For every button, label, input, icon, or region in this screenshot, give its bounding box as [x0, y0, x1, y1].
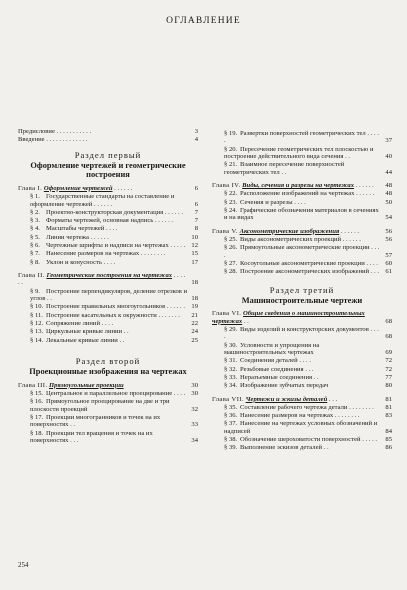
toc-page-number: 72 — [385, 365, 392, 373]
chapter-title — [18, 185, 198, 192]
toc-entry-title — [224, 207, 392, 222]
section-number: § 29. — [224, 326, 238, 333]
section-number: § 24. — [224, 207, 238, 214]
toc-entry-text: Проектно-конструкторская документация . . . . . . — [46, 208, 183, 216]
toc-entry-text: Резьбовые соединения . . . — [240, 365, 314, 373]
chapter-entry[interactable] — [212, 228, 392, 235]
toc-entry[interactable] — [212, 130, 392, 145]
toc-page-number: 50 — [385, 198, 392, 206]
chapter-label: Глава VI. — [212, 310, 242, 318]
toc-entry-text: Лекальные кривые линии . . — [46, 336, 125, 344]
toc-entry-text: Государственные стандарты на составление и оформление чертежей . . . . . . — [30, 193, 175, 208]
toc-page-number: 30 — [191, 389, 198, 397]
toc-page-number: 17 — [191, 258, 198, 266]
chapter-name: Чертежи и эскизы деталей — [245, 395, 328, 403]
toc-entry-text: Проекции тел вращения и точек на их поверхностях . . . — [30, 429, 153, 444]
chapter-4-block — [212, 182, 392, 222]
toc-entry-text: Неразъемные соединения . . — [240, 374, 319, 381]
toc-entry[interactable] — [212, 199, 392, 206]
section-number: § 37. — [224, 420, 238, 428]
toc-entry-title — [30, 337, 198, 344]
chapter-1-block — [18, 185, 198, 266]
toc-entry-title — [224, 342, 392, 357]
toc-entry-text: Нанесение размеров на чертежах . . . . . . . . — [240, 412, 360, 420]
section-number: § 17. — [30, 413, 44, 421]
toc-entry[interactable] — [212, 412, 392, 419]
section-number: § 10. — [30, 303, 44, 311]
toc-page-number: 48 — [385, 182, 392, 190]
toc-entry[interactable] — [18, 209, 198, 216]
toc-entry[interactable] — [18, 337, 198, 344]
chapter-dots: . . . . . . — [112, 184, 133, 192]
section-number: § 23. — [224, 198, 238, 206]
chapter-name: Аксонометрические изображения — [239, 227, 340, 235]
toc-entry-title — [224, 404, 392, 411]
chapter-title — [212, 310, 392, 325]
chapter-title — [212, 182, 392, 189]
toc-page-number: 6 — [194, 184, 198, 192]
section-number: § 8. — [30, 258, 40, 266]
chapter-dots: . . . . . . — [18, 271, 186, 287]
toc-page-number: 85 — [385, 436, 392, 444]
toc-page-number: 34 — [191, 436, 198, 444]
toc-entry[interactable] — [212, 326, 392, 341]
page-number: 254 — [18, 561, 29, 569]
toc-page-number: 25 — [191, 336, 198, 344]
toc-entry-text: Условности и упрощения на машиностроительных чертежах — [224, 341, 320, 357]
toc-entry-title — [224, 420, 392, 435]
toc-entry-text: Форматы чертежей, основная надпись . . . . . . — [46, 217, 174, 225]
chapter-entry[interactable] — [212, 396, 392, 403]
toc-entry-text: Изображение зубчатых передач — [240, 382, 329, 390]
chapter-entry[interactable] — [18, 185, 198, 192]
chapter-name: Геометрические построения на чертежах — [46, 271, 173, 279]
chapter-name: Прямоугольные проекции — [49, 381, 124, 389]
toc-page-number: 4 — [194, 136, 198, 144]
toc-entry[interactable] — [18, 430, 198, 445]
toc-entry-title — [30, 430, 198, 445]
section-2-heading: Раздел второй — [75, 355, 141, 366]
chapter-label: Глава IV. — [212, 182, 241, 190]
chapter-label: Глава I. — [18, 184, 43, 192]
toc-entry-text: Виды изделий и конструкторских документов . . . . — [224, 326, 379, 341]
toc-entry[interactable] — [212, 342, 392, 357]
toc-page-number: 68 — [385, 317, 392, 325]
toc-page-number: 18 — [191, 295, 198, 303]
section-number: § 39. — [224, 444, 238, 452]
toc-entry[interactable] — [18, 398, 198, 413]
chapter-3-continued — [212, 130, 392, 176]
toc-entry[interactable] — [212, 207, 392, 222]
toc-entry[interactable] — [212, 444, 392, 451]
toc-entry-title — [224, 244, 392, 259]
toc-entry-title — [30, 320, 198, 327]
toc-page-number: 22 — [191, 319, 198, 327]
toc-entry-text: Нанесение на чертежах условных обозначений и надписей — [224, 420, 378, 435]
toc-entry-text: Расположение изображений на чертежах . . . . . . — [240, 190, 375, 198]
toc-entry-text: Введение . . . . . . . . . . . . . — [18, 136, 88, 144]
toc-entry[interactable] — [18, 193, 198, 208]
toc-entry-title — [30, 193, 198, 208]
toc-page-number: 81 — [385, 395, 392, 403]
toc-entry-text: Нанесение размеров на чертежах . . . . . . . . — [46, 250, 166, 258]
toc-entry-title — [224, 260, 392, 267]
toc-entry[interactable] — [18, 234, 198, 241]
toc-entry-title — [224, 444, 392, 451]
toc-entry-title — [224, 236, 392, 243]
toc-entry[interactable] — [212, 366, 392, 373]
toc-entry-title — [30, 250, 198, 257]
toc-page-number: 6 — [194, 200, 198, 208]
toc-entry-text: Выполнение эскизов деталей . . — [240, 444, 329, 452]
toc-entry[interactable] — [212, 190, 392, 197]
toc-entry[interactable] — [18, 288, 198, 303]
toc-entry-title — [224, 436, 392, 443]
section-number: § 30. — [224, 341, 238, 349]
toc-entry-text: Составление рабочего чертежа детали . . . . . . . . — [240, 403, 374, 411]
toc-entry-text: Прямоугольное проецирование на две и три плоскости проекций — [30, 398, 170, 413]
toc-entry-title — [224, 412, 392, 419]
toc-entry-text: Пересечение геометрических тел плоскостью и построение действительного вида сечения . . — [224, 145, 374, 161]
toc-page-number: 81 — [385, 403, 392, 411]
section-number: § 12. — [30, 319, 44, 327]
section-number: § 14. — [30, 336, 44, 344]
toc-entry-title — [30, 259, 198, 266]
toc-entry-text: Центральное и параллельное проецирование . . . . — [46, 389, 186, 397]
toc-page-number: 40 — [385, 153, 392, 161]
section-number: § 19. — [224, 130, 238, 137]
section-1-heading: Раздел первый — [74, 149, 142, 160]
section-number: § 7. — [30, 250, 40, 258]
section-1-title: Оформление чертежей и геометрические построения — [30, 160, 186, 180]
toc-entry[interactable] — [18, 225, 198, 232]
section-number: § 11. — [30, 311, 43, 319]
toc-entry[interactable] — [18, 320, 198, 327]
chapter-name: Виды, сечения и разрезы на чертежах — [242, 182, 355, 190]
toc-entry[interactable] — [18, 128, 198, 135]
section-number: § 3. — [30, 217, 40, 225]
toc-page-number: 48 — [385, 190, 392, 198]
toc-entry-title — [30, 414, 198, 429]
chapter-7-block — [212, 396, 392, 452]
toc-entry-text: Взаимное пересечение поверхностей геометрических тел . . — [224, 161, 345, 176]
toc-page-number: 56 — [385, 227, 392, 235]
chapter-title — [212, 228, 392, 235]
toc-page-number: 15 — [191, 250, 198, 258]
section-number: § 15. — [30, 389, 44, 397]
toc-entry-title — [224, 326, 392, 341]
section-number: § 16. — [30, 398, 44, 406]
toc-page-number: 80 — [385, 382, 392, 390]
toc-page-number: 60 — [385, 260, 392, 267]
toc-entry[interactable] — [212, 404, 392, 411]
toc-page-number: 86 — [385, 444, 392, 452]
toc-entry-text: Косоугольные аксонометрические проекции . . . . — [240, 260, 378, 267]
toc-page-number: 54 — [385, 214, 392, 222]
section-number: § 18. — [30, 429, 44, 437]
toc-entry[interactable] — [18, 303, 198, 310]
section-3-heading: Раздел третий — [269, 284, 335, 295]
section-number: § 5. — [30, 233, 40, 241]
chapter-title — [18, 382, 198, 389]
section-number: § 27. — [224, 260, 238, 267]
toc-page-number: 7 — [194, 217, 198, 225]
section-number: § 38. — [224, 436, 238, 444]
page-title: ОГЛАВЛЕНИЕ — [166, 16, 241, 26]
toc-page-number: 18 — [191, 279, 198, 287]
toc-page-number: 12 — [191, 242, 198, 250]
toc-entry[interactable] — [18, 414, 198, 429]
toc-entry-title — [18, 136, 198, 143]
toc-entry[interactable] — [18, 259, 198, 266]
toc-left-column — [18, 128, 198, 445]
toc-entry[interactable] — [18, 136, 198, 143]
chapter-entry[interactable] — [212, 182, 392, 189]
toc-entry-title — [224, 146, 392, 161]
toc-page-number: 37 — [385, 137, 392, 145]
toc-entry-title — [30, 398, 198, 413]
section-number: § 6. — [30, 242, 40, 250]
toc-entry[interactable] — [212, 161, 392, 176]
toc-page-number: 24 — [191, 328, 198, 336]
section-number: § 21. — [224, 161, 238, 169]
section-number: § 22. — [224, 190, 238, 198]
toc-page-number: 57 — [385, 251, 392, 259]
toc-page-number: 83 — [385, 412, 392, 420]
section-number: § 9. — [30, 287, 40, 295]
toc-entry-text: Циркульные кривые линии . . — [46, 328, 129, 336]
toc-entry-title — [224, 374, 392, 381]
chapter-name: Общие сведения о машиностроительных чертежах — [212, 310, 365, 325]
toc-entry-title — [30, 225, 198, 232]
toc-entry[interactable] — [212, 374, 392, 381]
toc-entry[interactable] — [18, 312, 198, 319]
toc-entry[interactable] — [212, 244, 392, 259]
toc-entry-text: Уклон и конусность . . . . — [46, 258, 116, 266]
section-number: § 34. — [224, 382, 238, 390]
toc-entry[interactable] — [18, 217, 198, 224]
toc-entry-text: Построение аксонометрических изображений . . . — [240, 268, 379, 276]
toc-entry-text: Сечения и разрезы . . . . — [240, 198, 306, 206]
toc-entry[interactable] — [212, 268, 392, 275]
toc-page-number: 56 — [385, 236, 392, 243]
toc-page-number: 72 — [385, 357, 392, 365]
toc-entry[interactable] — [18, 390, 198, 397]
section-number: § 25. — [224, 236, 238, 243]
chapter-label: Глава II. — [18, 271, 45, 279]
toc-entry-title — [224, 130, 392, 145]
toc-page-number: 33 — [191, 421, 198, 429]
toc-page-number: 68 — [385, 333, 392, 341]
toc-page-number: 61 — [385, 268, 392, 276]
section-number: § 20. — [224, 145, 238, 153]
toc-entry[interactable] — [18, 250, 198, 257]
toc-entry-text: Проекции многогранников и точек на их поверхностях . . — [30, 413, 161, 429]
toc-page-number: 77 — [385, 374, 392, 381]
toc-entry[interactable] — [212, 146, 392, 161]
section-number: § 26. — [224, 244, 238, 252]
toc-entry-title — [30, 303, 198, 310]
section-3-title: Машиностроительные чертежи — [241, 295, 363, 305]
toc-entry-text: Построение касательных к окружности . . . . . . . — [46, 311, 180, 319]
toc-page-number: 8 — [194, 225, 198, 233]
toc-page-number: 30 — [191, 381, 198, 389]
toc-entry-title — [30, 390, 198, 397]
toc-entry-title — [30, 234, 198, 241]
toc-page-number: 69 — [385, 349, 392, 357]
toc-entry-text: Построение правильных многоугольников . . . . . . — [46, 303, 185, 311]
section-number: § 35. — [224, 403, 238, 411]
toc-entry-title — [30, 312, 198, 319]
toc-entry[interactable] — [18, 242, 198, 249]
section-number: § 13. — [30, 328, 44, 336]
toc-entry[interactable] — [18, 328, 198, 335]
chapter-label: Глава V. — [212, 227, 238, 235]
chapter-entry[interactable] — [18, 382, 198, 389]
section-number: § 32. — [224, 365, 238, 373]
toc-page-number: 44 — [385, 168, 392, 176]
toc-entry-text: Соединения деталей . . . . — [240, 357, 311, 365]
toc-entry-text: Построение перпендикуляров, деление отрезков и углов . . — [30, 287, 188, 303]
toc-entry-text: Линии чертежа . . . . . . — [46, 233, 109, 241]
toc-page-number: 19 — [191, 303, 198, 311]
toc-entry[interactable] — [212, 236, 392, 243]
toc-entry-title — [30, 209, 198, 216]
section-number: § 4. — [30, 225, 40, 233]
chapter-dots: . . . — [327, 395, 338, 403]
toc-entry-text: Сопряжение линий . . . . — [46, 319, 114, 327]
chapter-5-block — [212, 228, 392, 276]
chapter-name: Оформление чертежей — [43, 184, 113, 192]
toc-entry-text: Виды аксонометрических проекций . . . . . . — [240, 236, 361, 243]
section-number: § 2. — [30, 208, 40, 216]
toc-entry-title — [224, 268, 392, 275]
section-number: § 28. — [224, 268, 238, 276]
toc-entry-title — [224, 190, 392, 197]
toc-entry-text: Чертежные шрифты и надписи на чертежах . . . . . — [46, 242, 186, 250]
chapter-3-block — [18, 382, 198, 445]
section-number: § 33. — [224, 374, 238, 381]
toc-entry[interactable] — [212, 436, 392, 443]
toc-page-number: 84 — [385, 427, 392, 435]
chapter-entry[interactable] — [212, 310, 392, 325]
toc-page-number: 32 — [191, 405, 198, 413]
section-number: § 31. — [224, 357, 238, 365]
toc-entry-title — [224, 357, 392, 364]
chapter-dots: . . — [242, 317, 249, 325]
chapter-label: Глава VII. — [212, 395, 244, 403]
toc-entry[interactable] — [212, 382, 392, 389]
chapter-label: Глава III. — [18, 381, 48, 389]
section-number: § 1. — [30, 193, 40, 201]
toc-entry-text: Обозначение шероховатости поверхностей . . . . . — [240, 436, 378, 444]
chapter-entry[interactable] — [18, 272, 198, 287]
toc-entry-title — [30, 242, 198, 249]
section-2-title: Проекционные изображения на чертежах — [29, 366, 187, 376]
toc-entry[interactable] — [212, 260, 392, 267]
toc-entry-text: Масштабы чертежей . . . . — [46, 225, 118, 233]
toc-entry-title — [224, 161, 392, 176]
chapter-6-block — [212, 310, 392, 389]
toc-page-number: 10 — [191, 233, 198, 241]
toc-entry-title — [224, 199, 392, 206]
toc-page-number: 7 — [194, 208, 198, 216]
chapter-title — [18, 272, 198, 287]
chapter-title — [212, 396, 392, 403]
toc-entry-text: Развертки поверхностей геометрических тел . . . . . — [224, 130, 379, 145]
toc-entry-title — [224, 382, 392, 389]
toc-entry-text: Предисловие . . . . . . . . . . . — [18, 128, 92, 135]
chapter-2-block — [18, 272, 198, 344]
toc-entry[interactable] — [212, 357, 392, 364]
toc-page-number: 21 — [191, 311, 198, 319]
toc-right-column — [212, 130, 392, 453]
toc-entry-title — [30, 328, 198, 335]
toc-entry-text: Графические обозначения материалов в сечениях и на видах — [224, 207, 379, 222]
intro-list — [18, 128, 198, 144]
chapter-dots: . . . . . . — [339, 227, 360, 235]
toc-entry-title — [30, 217, 198, 224]
toc-entry-title — [18, 128, 198, 135]
toc-page-number: 3 — [194, 128, 198, 135]
toc-entry-text: Прямоугольные аксонометрические проекции . . . . — [224, 244, 380, 259]
toc-entry[interactable] — [212, 420, 392, 435]
toc-entry-title — [30, 288, 198, 303]
toc-entry-title — [224, 366, 392, 373]
section-number: § 36. — [224, 412, 238, 420]
chapter-dots: . . . . . . — [354, 182, 374, 190]
